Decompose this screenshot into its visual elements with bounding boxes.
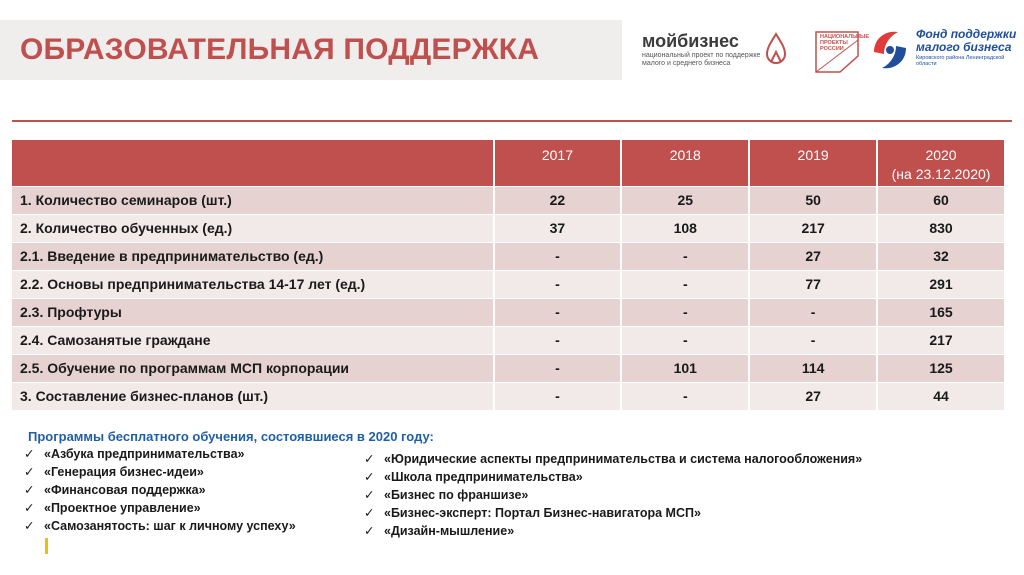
table-row (12, 298, 1005, 326)
moi-biznes-wordmark: мойбизнес (642, 31, 739, 51)
list-item: ✓ «Школа предпринимательства» (364, 470, 583, 484)
list-item: ✓ «Финансовая поддержка» (24, 483, 206, 497)
cell-2018: - (621, 298, 749, 326)
row-label: 2.5. Обучение по программам МСП корпорации (12, 354, 494, 382)
table-header-row (12, 140, 1005, 186)
cell-2017: - (494, 382, 622, 410)
table-row (12, 186, 1005, 214)
cell-2019: - (749, 326, 877, 354)
row-label: 2. Количество обученных (ед.) (12, 214, 494, 242)
programs-title: Программы бесплатного обучения, состоявшиеся в 2020 году: (28, 429, 434, 444)
header-label-cell (12, 140, 494, 186)
header-year-2017: 2017 (494, 140, 622, 186)
list-item: ✓ «Азбука предпринимательства» (24, 447, 245, 461)
check-icon: ✓ (364, 488, 375, 502)
moi-biznes-emblem-icon (765, 32, 787, 66)
moi-biznes-logo (642, 32, 797, 74)
fond-hands-icon (868, 26, 912, 74)
check-icon: ✓ (364, 452, 375, 466)
cell-2020: 165 (877, 298, 1005, 326)
cell-2018: - (621, 270, 749, 298)
cell-2019: 50 (749, 186, 877, 214)
cell-2018: 108 (621, 214, 749, 242)
cell-2018: - (621, 326, 749, 354)
header-divider (12, 120, 1012, 122)
cell-2019: 114 (749, 354, 877, 382)
check-icon: ✓ (24, 483, 35, 497)
title-bar (0, 20, 622, 80)
header-2020-note: (на 23.12.2020) (891, 166, 991, 182)
cell-2020: 125 (877, 354, 1005, 382)
cell-2020: 217 (877, 326, 1005, 354)
cell-2017: 37 (494, 214, 622, 242)
row-label: 2.4. Самозанятые граждане (12, 326, 494, 354)
check-icon: ✓ (24, 501, 35, 515)
fond-logo (868, 24, 1018, 76)
cell-2018: 101 (621, 354, 749, 382)
cell-2017: 22 (494, 186, 622, 214)
list-item: ✓ «Бизнес по франшизе» (364, 488, 529, 502)
row-label: 2.3. Профтуры (12, 298, 494, 326)
cell-2019: 27 (749, 242, 877, 270)
cell-2019: 27 (749, 382, 877, 410)
check-icon: ✓ (364, 506, 375, 520)
cell-2019: 217 (749, 214, 877, 242)
list-item: ✓ «Юридические аспекты предпринимательства и система налогообложения» (364, 452, 863, 466)
text-cursor (45, 538, 48, 554)
cell-2020: 830 (877, 214, 1005, 242)
programs-list-left (24, 445, 296, 535)
cell-2020: 60 (877, 186, 1005, 214)
education-stats-table (12, 140, 1006, 411)
list-item: ✓ «Самозанятость: шаг к личному успеху» (24, 519, 296, 533)
header-year-2018: 2018 (621, 140, 749, 186)
fond-line3: Кировского района Ленинградской области (916, 55, 1005, 67)
programs-list-right (364, 450, 862, 540)
cell-2017: - (494, 354, 622, 382)
header-year-2019: 2019 (749, 140, 877, 186)
table-row (12, 354, 1005, 382)
moi-biznes-subtitle: национальный проект по поддержке малого и среднего бизнеса (642, 52, 761, 67)
fond-line1: Фонд поддержки (916, 27, 1017, 41)
fond-line2: малого бизнеса (916, 40, 1012, 54)
list-item: ✓ «Генерация бизнес-идеи» (24, 465, 204, 479)
national-projects-logo (812, 28, 870, 76)
cell-2018: - (621, 242, 749, 270)
row-label: 2.1. Введение в предпринимательство (ед.) (12, 242, 494, 270)
national-projects-text: НАЦИОНАЛЬНЫЕ ПРОЕКТЫ РОССИИ (820, 34, 870, 52)
list-item: ✓ «Бизнес-эксперт: Портал Бизнес-навигатора МСП» (364, 506, 701, 520)
table-row (12, 326, 1005, 354)
cell-2017: - (494, 270, 622, 298)
cell-2017: - (494, 326, 622, 354)
header-year-2020: 2020 (на 23.12.2020) (877, 140, 1005, 186)
page-title: ОБРАЗОВАТЕЛЬНАЯ ПОДДЕРЖКА (20, 33, 540, 66)
cell-2018: - (621, 382, 749, 410)
cell-2020: 44 (877, 382, 1005, 410)
table-row (12, 242, 1005, 270)
cell-2017: - (494, 242, 622, 270)
list-item: ✓ «Дизайн-мышление» (364, 524, 515, 538)
row-label: 1. Количество семинаров (шт.) (12, 186, 494, 214)
check-icon: ✓ (24, 447, 35, 461)
cell-2017: - (494, 298, 622, 326)
list-item: ✓ «Проектное управление» (24, 501, 201, 515)
row-label: 3. Составление бизнес-планов (шт.) (12, 382, 494, 410)
check-icon: ✓ (364, 470, 375, 484)
cell-2019: - (749, 298, 877, 326)
table-row (12, 382, 1005, 410)
check-icon: ✓ (24, 465, 35, 479)
cell-2019: 77 (749, 270, 877, 298)
check-icon: ✓ (364, 524, 375, 538)
cell-2020: 291 (877, 270, 1005, 298)
cell-2020: 32 (877, 242, 1005, 270)
table-row (12, 270, 1005, 298)
check-icon: ✓ (24, 519, 35, 533)
cell-2018: 25 (621, 186, 749, 214)
row-label: 2.2. Основы предпринимательства 14-17 лет (ед.) (12, 270, 494, 298)
table-row (12, 214, 1005, 242)
